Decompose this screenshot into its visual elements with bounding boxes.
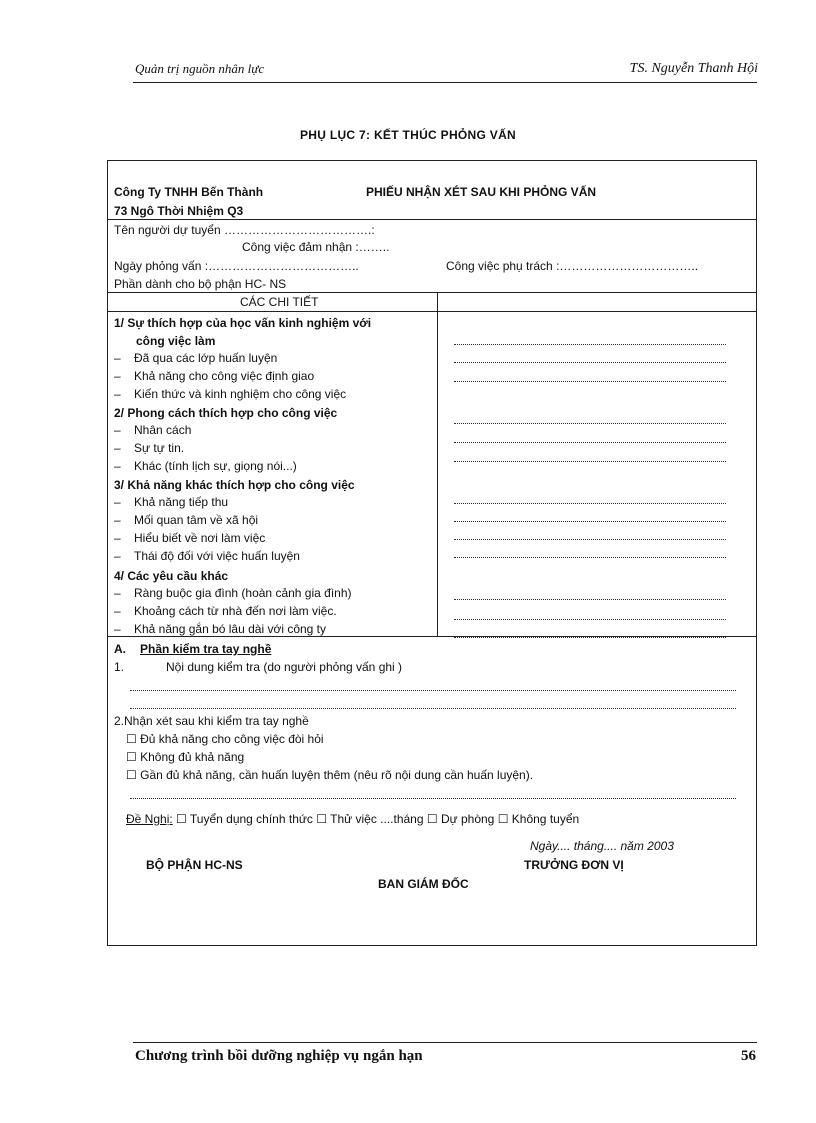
footer-rule (133, 1042, 757, 1043)
list-item (114, 513, 258, 527)
details-header: CÁC CHI TIẾT (240, 295, 319, 309)
section-prefix: A. (114, 642, 126, 656)
running-header-left: Quản trị nguồn nhân lực (135, 61, 265, 76)
list-item (114, 459, 297, 473)
divider (108, 636, 756, 637)
form-title: PHIẾU NHẬN XÉT SAU KHI PHỎNG VẤN (366, 185, 597, 199)
answer-line[interactable] (130, 690, 736, 691)
signature-board: BAN GIÁM ĐỐC (378, 877, 469, 891)
bullet: – (114, 441, 121, 455)
company-name: Công Ty TNHH Bến Thành (114, 185, 264, 199)
proposal-options[interactable]: ☐ Tuyển dụng chính thức ☐ Thử việc ....tháng ☐ Dự phòng ☐ Không tuyển (176, 812, 580, 826)
divider (108, 311, 756, 312)
dept-label: Phần dành cho bộ phận HC- NS (114, 277, 287, 291)
answer-line[interactable] (454, 381, 726, 382)
skill-option-text: Đủ khả năng cho công việc đòi hỏi (140, 732, 324, 746)
checkbox-icon[interactable]: ☐ (126, 732, 137, 746)
company-address: 73 Ngô Thời Nhiệm Q3 (114, 204, 244, 218)
candidate-field[interactable]: Tên người dự tuyển ……………………………….: (114, 223, 375, 237)
list-item (114, 531, 265, 545)
list-item (114, 423, 191, 437)
skill-option[interactable] (126, 732, 324, 746)
footer-title: Chương trình bồi dưỡng nghiệp vụ ngắn hạn (135, 1048, 423, 1064)
running-header-right: TS. Nguyễn Thanh Hội (629, 61, 758, 76)
list-item-text: Khác (tính lịch sự, giọng nói...) (134, 459, 297, 473)
interview-date-field[interactable]: Ngày phỏng vấn :……………………………….. (114, 259, 359, 273)
answer-line[interactable] (454, 619, 726, 620)
bullet: – (114, 369, 121, 383)
section-heading: 2/ Phong cách thích hợp cho công việc (114, 406, 338, 420)
list-item-text: Đã qua các lớp huấn luyện (134, 351, 278, 365)
bullet: – (114, 531, 121, 545)
answer-line[interactable] (454, 503, 726, 504)
checkbox-icon[interactable]: ☐ (126, 750, 137, 764)
list-item (114, 351, 277, 365)
bullet: – (114, 423, 121, 437)
bullet: – (114, 459, 121, 473)
list-item-text: Khả năng cho công việc định giao (134, 369, 315, 383)
section-heading: 3/ Khả năng khác thích hợp cho công việc (114, 478, 355, 492)
divider (108, 219, 756, 220)
date-line: Ngày.... tháng.... năm 2003 (530, 839, 674, 853)
skill-option-text: Không đủ khả năng (140, 750, 245, 764)
bullet: – (114, 495, 121, 509)
checkbox-icon[interactable]: ☐ (126, 768, 137, 782)
proposal-label: Đề Nghị: (126, 812, 173, 826)
list-item (114, 495, 228, 509)
answer-line[interactable] (454, 362, 726, 363)
bullet: – (114, 622, 121, 636)
answer-line[interactable] (454, 461, 726, 462)
list-item-text: Ràng buộc gia đình (hoàn cảnh gia đình) (134, 586, 352, 600)
list-item-text: Khả năng tiếp thu (134, 495, 229, 509)
bullet: – (114, 586, 121, 600)
signature-unit-head: TRƯỞNG ĐƠN VỊ (524, 858, 624, 872)
list-item (114, 441, 184, 455)
answer-line[interactable] (454, 423, 726, 424)
bullet: – (114, 513, 121, 527)
skill-option[interactable] (126, 750, 244, 764)
bullet: – (114, 387, 121, 401)
skill-section-heading (114, 642, 271, 656)
answer-line[interactable] (454, 442, 726, 443)
answer-line[interactable] (454, 599, 726, 600)
list-item-text: Sự tự tin. (134, 441, 185, 455)
skill-item-1 (114, 660, 402, 674)
section-heading: 4/ Các yêu cầu khác (114, 569, 229, 583)
job-field[interactable]: Công việc đảm nhận :…….. (242, 240, 390, 254)
column-divider (437, 292, 438, 636)
answer-line[interactable] (130, 708, 736, 709)
list-item (114, 387, 346, 401)
skill-option-text: Gần đủ khả năng, cần huấn luyện thêm (nêu rõ nội dung cần huấn luyện). (140, 768, 534, 782)
answer-line[interactable] (454, 557, 726, 558)
proposal-row (126, 812, 579, 826)
list-item-text: Thái độ đối với việc huấn luyện (134, 549, 300, 563)
answer-line[interactable] (130, 798, 736, 799)
signature-hcns: BỘ PHẬN HC-NS (146, 858, 243, 872)
list-item (114, 369, 314, 383)
responsible-field[interactable]: Công việc phụ trách :…………………………….. (446, 259, 699, 273)
list-item-text: Hiểu biết về nơi làm việc (134, 531, 266, 545)
list-item-text: Kiến thức và kinh nghiệm cho công việc (134, 387, 347, 401)
bullet: – (114, 351, 121, 365)
list-item-text: Khả năng gắn bó lâu dài với công ty (134, 622, 327, 636)
interview-form (107, 160, 757, 946)
answer-line[interactable] (454, 637, 726, 638)
list-item-text: Khoảng cách từ nhà đến nơi làm việc. (134, 604, 337, 618)
list-item-text: Nhân cách (134, 423, 192, 437)
answer-line[interactable] (454, 344, 726, 345)
answer-line[interactable] (454, 539, 726, 540)
section-heading-cont: công việc làm (136, 334, 216, 348)
divider (108, 292, 756, 293)
skill-item-1-text: Nội dung kiểm tra (do người phỏng vấn ghi ) (166, 660, 403, 674)
bullet: – (114, 549, 121, 563)
skill-item-2: 2.Nhận xét sau khi kiểm tra tay nghề (114, 714, 309, 728)
answer-line[interactable] (454, 521, 726, 522)
list-item (114, 549, 300, 563)
header-rule (133, 82, 757, 83)
appendix-title: PHỤ LỤC 7: KẾT THÚC PHỎNG VẤN (299, 128, 517, 142)
page-number: 56 (741, 1048, 756, 1064)
item-number: 1. (114, 660, 125, 674)
list-item (114, 604, 337, 618)
list-item-text: Mối quan tâm về xã hội (134, 513, 259, 527)
section-heading: 1/ Sự thích hợp của học vấn kinh nghiệm với (114, 316, 372, 330)
bullet: – (114, 604, 121, 618)
skill-heading-text: Phần kiểm tra tay nghề (140, 642, 272, 656)
list-item (114, 586, 352, 600)
skill-option[interactable] (126, 768, 533, 782)
list-item (114, 622, 326, 636)
